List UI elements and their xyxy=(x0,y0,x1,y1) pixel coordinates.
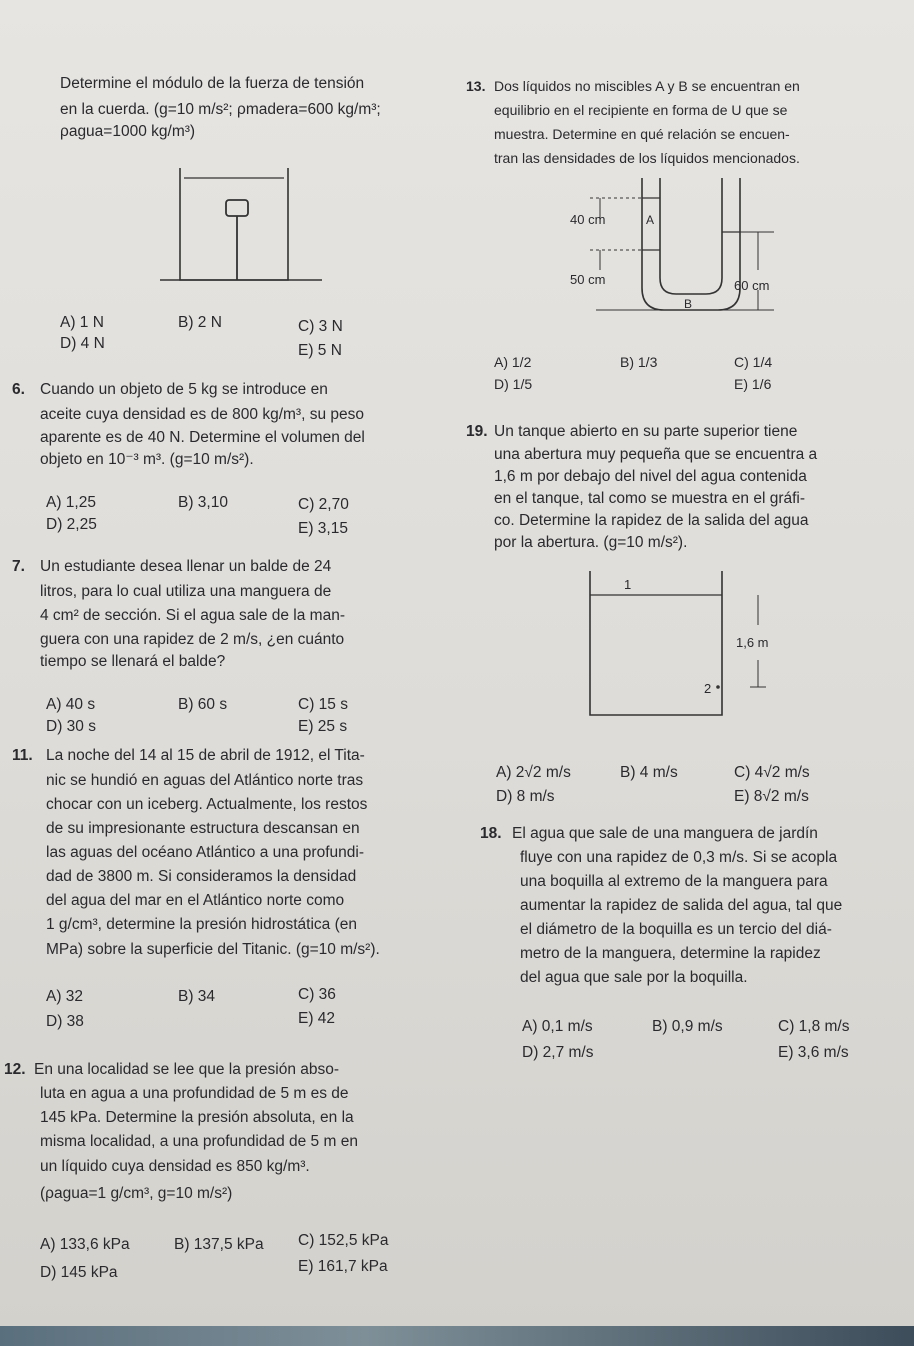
question-line: aparente es de 40 N. Determine el volumen del xyxy=(40,429,365,446)
option-d: D) 4 N xyxy=(60,335,105,352)
question-line: En una localidad se lee que la presión abso- xyxy=(34,1061,340,1078)
label-60cm: 60 cm xyxy=(734,278,770,293)
question-line: Un estudiante desea llenar un balde de 24 xyxy=(40,558,332,575)
option-b: B) 1/3 xyxy=(620,354,658,370)
question-number: 6. xyxy=(12,381,25,398)
label-point-1: 1 xyxy=(624,577,632,592)
question-line: aumentar la rapidez de salida del agua, tal que xyxy=(520,897,843,914)
u-tube-inner xyxy=(660,178,722,294)
option-d: D) 30 s xyxy=(46,718,96,735)
option-b: B) 3,10 xyxy=(178,494,228,511)
question-line: equilibrio en el recipiente en forma de U que se xyxy=(494,102,788,118)
question-line: Dos líquidos no miscibles A y B se encuentran en xyxy=(494,78,800,94)
question-line: tiempo se llenará el balde? xyxy=(40,653,226,670)
option-b: B) 137,5 kPa xyxy=(174,1236,264,1253)
option-c: C) 4√2 m/s xyxy=(734,764,810,781)
option-d: D) 1/5 xyxy=(494,376,533,392)
question-line: por la abertura. (g=10 m/s²). xyxy=(494,534,688,551)
question-line: 4 cm² de sección. Si el agua sale de la man- xyxy=(40,607,345,624)
container-outline xyxy=(180,168,288,280)
question-line: en el tanque, tal como se muestra en el gráfi- xyxy=(494,490,806,507)
question-line: una abertura muy pequeña que se encuentra a xyxy=(494,446,818,463)
question-line: misma localidad, a una profundidad de 5 m en xyxy=(40,1133,358,1150)
option-e: E) 3,6 m/s xyxy=(778,1044,849,1061)
option-e: E) 161,7 kPa xyxy=(298,1258,388,1275)
option-b: B) 4 m/s xyxy=(620,764,678,781)
label-point-2: 2 xyxy=(704,681,712,696)
question-line: chocar con un iceberg. Actualmente, los restos xyxy=(46,796,368,813)
question-line: Determine el módulo de la fuerza de tensión xyxy=(60,75,365,92)
label-liquid-a: A xyxy=(646,213,655,227)
label-depth: 1,6 m xyxy=(736,635,769,650)
option-d: D) 2,25 xyxy=(46,516,97,533)
question-line: muestra. Determine en qué relación se encuen- xyxy=(494,126,790,142)
question-line: objeto en 10⁻³ m³. (g=10 m/s²). xyxy=(40,451,254,468)
question-line: metro de la manguera, determine la rapidez xyxy=(520,945,821,962)
question-number: 11. xyxy=(12,747,33,764)
question-line: nic se hundió en aguas del Atlántico norte tras xyxy=(46,772,364,789)
option-e: E) 42 xyxy=(298,1010,336,1027)
option-d: D) 2,7 m/s xyxy=(522,1044,594,1061)
option-c: C) 1/4 xyxy=(734,354,773,370)
option-c: C) 152,5 kPa xyxy=(298,1232,389,1249)
question-line: La noche del 14 al 15 de abril de 1912, el Tita- xyxy=(46,747,365,764)
option-b: B) 60 s xyxy=(178,696,228,713)
figure-floating-block xyxy=(150,160,330,290)
question-line: un líquido cuya densidad es 850 kg/m³. xyxy=(40,1158,310,1175)
question-line: del agua que sale por la boquilla. xyxy=(520,969,748,986)
question-line: litros, para lo cual utiliza una manguera de xyxy=(40,583,332,600)
option-a: A) 1 N xyxy=(60,314,104,331)
question-line: 1 g/cm³, determine la presión hidrostática (en xyxy=(46,916,358,933)
question-line: tran las densidades de los líquidos mencionados. xyxy=(494,150,800,166)
option-d: D) 145 kPa xyxy=(40,1264,118,1281)
question-number: 12. xyxy=(4,1061,26,1078)
question-line: del agua del mar en el Atlántico norte como xyxy=(46,892,345,909)
question-line: las aguas del océano Atlántico a una profundi- xyxy=(46,844,364,861)
question-line: el diámetro de la boquilla es un tercio del diá- xyxy=(520,921,832,938)
question-line: Un tanque abierto en su parte superior tiene xyxy=(494,423,798,440)
option-c: C) 15 s xyxy=(298,696,348,713)
option-a: A) 40 s xyxy=(46,696,96,713)
option-c: C) 3 N xyxy=(298,318,343,335)
option-b: B) 2 N xyxy=(178,314,222,331)
question-line: en la cuerda. (g=10 m/s²; ρmadera=600 kg/m³; xyxy=(60,101,381,118)
label-liquid-b: B xyxy=(684,297,693,311)
option-c: C) 2,70 xyxy=(298,496,349,513)
option-e: E) 25 s xyxy=(298,718,348,735)
question-line: El agua que sale de una manguera de jardín xyxy=(512,825,818,842)
background-surface xyxy=(0,1326,914,1346)
question-line: Cuando un objeto de 5 kg se introduce en xyxy=(40,381,328,398)
label-50cm: 50 cm xyxy=(570,272,606,287)
option-e: E) 1/6 xyxy=(734,376,772,392)
option-a: A) 133,6 kPa xyxy=(40,1236,130,1253)
option-c: C) 1,8 m/s xyxy=(778,1018,850,1035)
wooden-block xyxy=(226,200,248,216)
question-line: co. Determine la rapidez de la salida del agua xyxy=(494,512,809,529)
question-line: 1,6 m por debajo del nivel del agua contenida xyxy=(494,468,807,485)
question-line: luta en agua a una profundidad de 5 m es de xyxy=(40,1085,349,1102)
option-a: A) 1,25 xyxy=(46,494,96,511)
option-e: E) 3,15 xyxy=(298,520,348,537)
question-line: dad de 3800 m. Si consideramos la densidad xyxy=(46,868,357,885)
question-number: 7. xyxy=(12,558,25,575)
question-line: (ρagua=1 g/cm³, g=10 m/s²) xyxy=(40,1185,233,1202)
question-line: 145 kPa. Determine la presión absoluta, en la xyxy=(40,1109,354,1126)
option-e: E) 8√2 m/s xyxy=(734,788,809,805)
figure-open-tank xyxy=(580,565,800,725)
question-line: guera con una rapidez de 2 m/s, ¿en cuánto xyxy=(40,631,345,648)
question-line: de su impresionante estructura descansan en xyxy=(46,820,360,837)
label-40cm: 40 cm xyxy=(570,212,606,227)
question-line: una boquilla al extremo de la manguera para xyxy=(520,873,828,890)
option-d: D) 38 xyxy=(46,1013,84,1030)
tank-outline xyxy=(590,571,722,715)
question-line: ρagua=1000 kg/m³) xyxy=(60,123,196,140)
question-line: aceite cuya densidad es de 800 kg/m³, su peso xyxy=(40,406,364,423)
option-b: B) 0,9 m/s xyxy=(652,1018,723,1035)
question-number: 19. xyxy=(466,423,488,440)
option-e: E) 5 N xyxy=(298,342,342,359)
option-d: D) 8 m/s xyxy=(496,788,555,805)
option-a: A) 2√2 m/s xyxy=(496,764,571,781)
option-a: A) 0,1 m/s xyxy=(522,1018,593,1035)
question-line: fluye con una rapidez de 0,3 m/s. Si se acopla xyxy=(520,849,838,866)
question-line: MPa) sobre la superficie del Titanic. (g=10 m/s²). xyxy=(46,941,380,958)
option-b: B) 34 xyxy=(178,988,216,1005)
figure-u-tube xyxy=(560,170,800,320)
option-c: C) 36 xyxy=(298,986,336,1003)
option-a: A) 1/2 xyxy=(494,354,532,370)
question-number: 13. xyxy=(466,78,486,94)
question-number: 18. xyxy=(480,825,502,842)
option-a: A) 32 xyxy=(46,988,84,1005)
opening-point xyxy=(716,685,720,689)
